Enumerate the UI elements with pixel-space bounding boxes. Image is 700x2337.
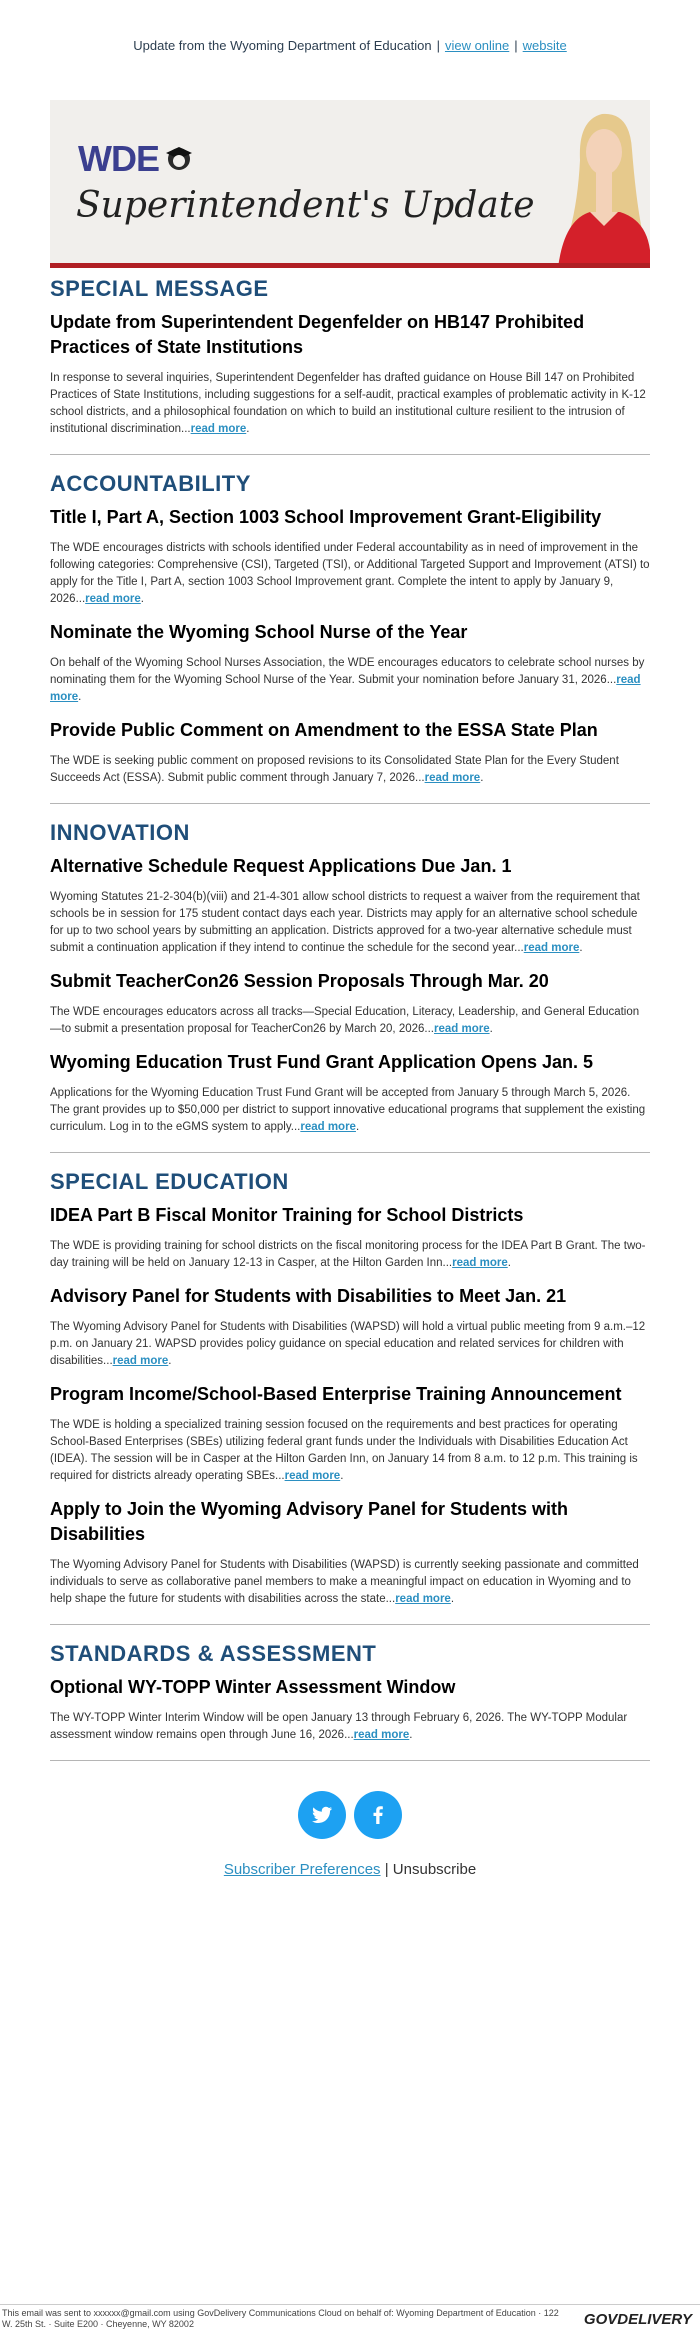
subscriber-sep: | [380,1861,393,1878]
graduation-cap-icon [164,143,194,173]
section-heading: STANDARDS & ASSESSMENT [50,1641,377,1666]
banner-divider [50,263,650,268]
read-more-link[interactable]: read more [452,1257,508,1269]
article-title: Apply to Join the Wyoming Advisory Panel for Students with Disabilities [50,1499,569,1544]
article-text: In response to several inquiries, Superintendent Degenfelder has drafted guidance on House Bill 147 on Prohibited Practices of State Institutions, including suggestions for a self-audit, practical examples of problematic activity in K-12 school districts, and a philosophical foundation on which to build an institutional culture resilient to the intrusion of institutional discrimination... [50,372,646,435]
article-body: The WDE is holding a specialized training session focused on the requirements and best practices for operating School-Based Enterprises (SBEs) utilizing federal grant funds under the Individuals with Disabilities Education Act (IDEA). The session will be in Casper at the Hilton Garden Inn, on January 14 from 8 a.m. to 12 p.m. This training is required for districts already operating SBEs...read more. [50,1419,638,1482]
article-text: Wyoming Statutes 21-2-304(b)(viii) and 21-4-301 allow school districts to request a waiver from the requirement that schools be in session for 175 student contact days each year. Districts may apply for an alternative school schedule for up to two school years by submitting an application. Districts approved for a two-year alternative schedule must submit a continuation application if they intend to continue the schedule for the second year... [50,891,640,954]
article-text: On behalf of the Wyoming School Nurses Association, the WDE encourages educators to celebrate school nurses by nominating them for the Wyoming School Nurse of the Year. Submit your nomination before January 31, 2026... [50,657,645,686]
section-divider [50,454,650,455]
superintendent-portrait [550,100,650,268]
footer-text: This email was sent to xxxxxx@gmail.com using GovDelivery Communications Cloud on behalf of: Wyoming Department of Education · 122 W. 25th St. · Suite E200 · Cheyenne, WY 82002 [2,2308,559,2329]
article-body: The WDE encourages educators across all tracks—Special Education, Literacy, Leadership, and General Education—to submit a presentation proposal for TeacherCon26 by March 20, 2026...read more. [50,1006,640,1035]
read-more-link[interactable]: read more [433,1023,490,1035]
article-title: Advisory Panel for Students with Disabilities to Meet Jan. 21 [50,1286,567,1306]
article-title: Title I, Part A, Section 1003 School Improvement Grant-Eligibility [50,507,602,527]
article-text: The WDE is providing training for school districts on the fiscal monitoring process for the IDEA Part B Grant. The two-day training will be held on January 12-13 in Casper, at the Hilton Garden Inn... [50,1240,646,1269]
section-heading: INNOVATION [50,820,190,845]
section-heading: SPECIAL EDUCATION [50,1169,289,1194]
read-more-link[interactable]: read more [523,942,580,954]
section [50,820,650,1153]
article-title: Submit TeacherCon26 Session Proposals Through Mar. 20 [50,971,549,991]
social-links [50,1791,650,1839]
article-title: Program Income/School-Based Enterprise Training Announcement [50,1384,622,1404]
view-online-link[interactable]: view online [444,38,510,53]
section-divider [50,1760,650,1761]
banner [50,100,650,268]
subscriber-links [50,1861,650,1878]
read-more-link[interactable]: read more [353,1729,410,1741]
read-more-link[interactable]: read more [50,674,641,703]
article-text: The WDE is holding a specialized training session focused on the requirements and best practices for operating School-Based Enterprises (SBEs) utilizing federal grant funds under the Individuals with Disabilities Education Act (IDEA). The session will be in Casper at the Hilton Garden Inn, on January 14 from 8 a.m. to 12 p.m. This training is required for districts already operating SBEs... [50,1419,638,1482]
section-divider [50,803,650,804]
article-body: The Wyoming Advisory Panel for Students with Disabilities (WAPSD) is currently seeking passionate and committed individuals to serve as collaborative panel members to make a meaningful impact on education in Wyoming and to help shape the future for students with disabilities across the state...read more. [50,1559,639,1605]
article-body: The Wyoming Advisory Panel for Students with Disabilities (WAPSD) will hold a virtual public meeting from 9 a.m.–12 p.m. on January 21. WAPSD provides policy guidance on special education and related services for children with disabilities...read more. [50,1321,646,1367]
section-heading: SPECIAL MESSAGE [50,276,269,301]
email-body [50,100,650,1878]
banner-title: Superintendent's Update [76,185,535,226]
unsubscribe-link[interactable]: Unsubscribe [392,1861,477,1878]
article-title: Alternative Schedule Request Applications Due Jan. 1 [50,856,512,876]
article-title: Update from Superintendent Degenfelder on HB147 Prohibited Practices of State Institutions [50,312,585,357]
article-text: The Wyoming Advisory Panel for Students with Disabilities (WAPSD) is currently seeking passionate and committed individuals to serve as collaborative panel members to make a meaningful impact on education in Wyoming and to help shape the future for students with disabilities across the state... [50,1559,639,1605]
footer [0,2304,700,2329]
article-body: Applications for the Wyoming Education Trust Fund Grant will be accepted from January 5 through March 5, 2026. The grant provides up to $50,000 per district to support innovative educational programs that supplement the existing curriculum. Log in to the eGMS system to apply...read more. [50,1087,646,1133]
preheader-text: Update from the Wyoming Department of Education [133,38,432,53]
read-more-link[interactable]: read more [395,1593,451,1605]
article-body: In response to several inquiries, Superintendent Degenfelder has drafted guidance on House Bill 147 on Prohibited Practices of State Institutions, including suggestions for a self-audit, practical examples of problematic activity in K-12 school districts, and a philosophical foundation on which to build an institutional culture resilient to the intrusion of institutional discrimination...read more. [50,372,646,435]
twitter-icon[interactable] [298,1791,346,1839]
section [50,1641,650,1761]
article-body: The WDE encourages districts with schools identified under Federal accountability as in need of improvement in the following categories: Comprehensive (CSI), Targeted (TSI), or Additional Targeted Support and Improvement (ATSI) to apply for the Title I, Part A, section 1003 School Improvement grant. Complete the intent to apply by January 9, 2026...read more. [50,542,650,605]
article-text: The WDE encourages educators across all tracks—Special Education, Literacy, Leadership, and General Education—to submit a presentation proposal for TeacherCon26 by March 20, 2026... [50,1006,640,1035]
read-more-link[interactable]: read more [112,1355,169,1367]
article-title: IDEA Part B Fiscal Monitor Training for School Districts [50,1205,524,1225]
govdelivery-logo: GOVDELIVERY [583,2311,692,2328]
article-title: Nominate the Wyoming School Nurse of the Year [50,622,468,642]
article-body: On behalf of the Wyoming School Nurses Association, the WDE encourages educators to celebrate school nurses by nominating them for the Wyoming School Nurse of the Year. Submit your nomination before January 31, 2026...read more. [50,657,645,703]
sections [50,276,650,1761]
article-title: Provide Public Comment on Amendment to the ESSA State Plan [50,720,598,740]
read-more-link[interactable]: read more [300,1121,356,1133]
article-body: The WDE is providing training for school districts on the fiscal monitoring process for the IDEA Part B Grant. The two-day training will be held on January 12-13 in Casper, at the Hilton Garden Inn...read more. [50,1240,646,1269]
wde-logo: WDE [78,138,159,179]
article-body: The WDE is seeking public comment on proposed revisions to its Consolidated State Plan for the Every Student Succeeds Act (ESSA). Submit public comment through January 7, 2026...read more. [50,755,619,784]
section-divider [50,1624,650,1625]
section-heading: ACCOUNTABILITY [50,471,251,496]
article-text: The WY-TOPP Winter Interim Window will be open January 13 through February 6, 2026. The WY-TOPP Modular assessment window remains open through June 16, 2026... [50,1712,628,1741]
section [50,1169,650,1625]
article-text: The Wyoming Advisory Panel for Students with Disabilities (WAPSD) will hold a virtual public meeting from 9 a.m.–12 p.m. on January 21. WAPSD provides policy guidance on special education and related services for children with disabilities... [50,1321,646,1367]
section [50,276,650,455]
article-title: Wyoming Education Trust Fund Grant Application Opens Jan. 5 [50,1052,594,1072]
read-more-link[interactable]: read more [284,1470,341,1482]
article-text: The WDE is seeking public comment on proposed revisions to its Consolidated State Plan for the Every Student Succeeds Act (ESSA). Submit public comment through January 7, 2026... [50,755,619,784]
article-body: The WY-TOPP Winter Interim Window will be open January 13 through February 6, 2026. The WY-TOPP Modular assessment window remains open through June 16, 2026...read more. [50,1712,628,1741]
section-divider [50,1152,650,1153]
read-more-link[interactable]: read more [190,423,247,435]
website-link[interactable]: website [522,38,567,53]
article-body: Wyoming Statutes 21-2-304(b)(viii) and 21-4-301 allow school districts to request a waiver from the requirement that schools be in session for 175 student contact days each year. Districts may apply for an alternative school schedule for up to two school years by submitting an application. Districts approved for a two-year alternative schedule must submit a continuation application if they intend to continue the schedule for the second year...read more. [50,891,640,954]
article-text: Applications for the Wyoming Education Trust Fund Grant will be accepted from January 5 through March 5, 2026. The grant provides up to $50,000 per district to support innovative educational programs that supplement the existing curriculum. Log in to the eGMS system to apply... [50,1087,646,1133]
read-more-link[interactable]: read more [85,593,141,605]
preheader: Update from the Wyoming Department of Education | view online | website [133,38,567,53]
read-more-link[interactable]: read more [424,772,481,784]
article-text: The WDE encourages districts with schools identified under Federal accountability as in need of improvement in the following categories: Comprehensive (CSI), Targeted (TSI), or Additional Targeted Support and Improvement (ATSI) to apply for the Title I, Part A, section 1003 School Improvement grant. Complete the intent to apply by January 9, 2026... [50,542,650,605]
facebook-icon[interactable] [354,1791,402,1839]
article-title: Optional WY-TOPP Winter Assessment Window [50,1677,456,1697]
subscriber-preferences-link[interactable]: Subscriber Preferences [223,1861,381,1878]
section [50,471,650,804]
